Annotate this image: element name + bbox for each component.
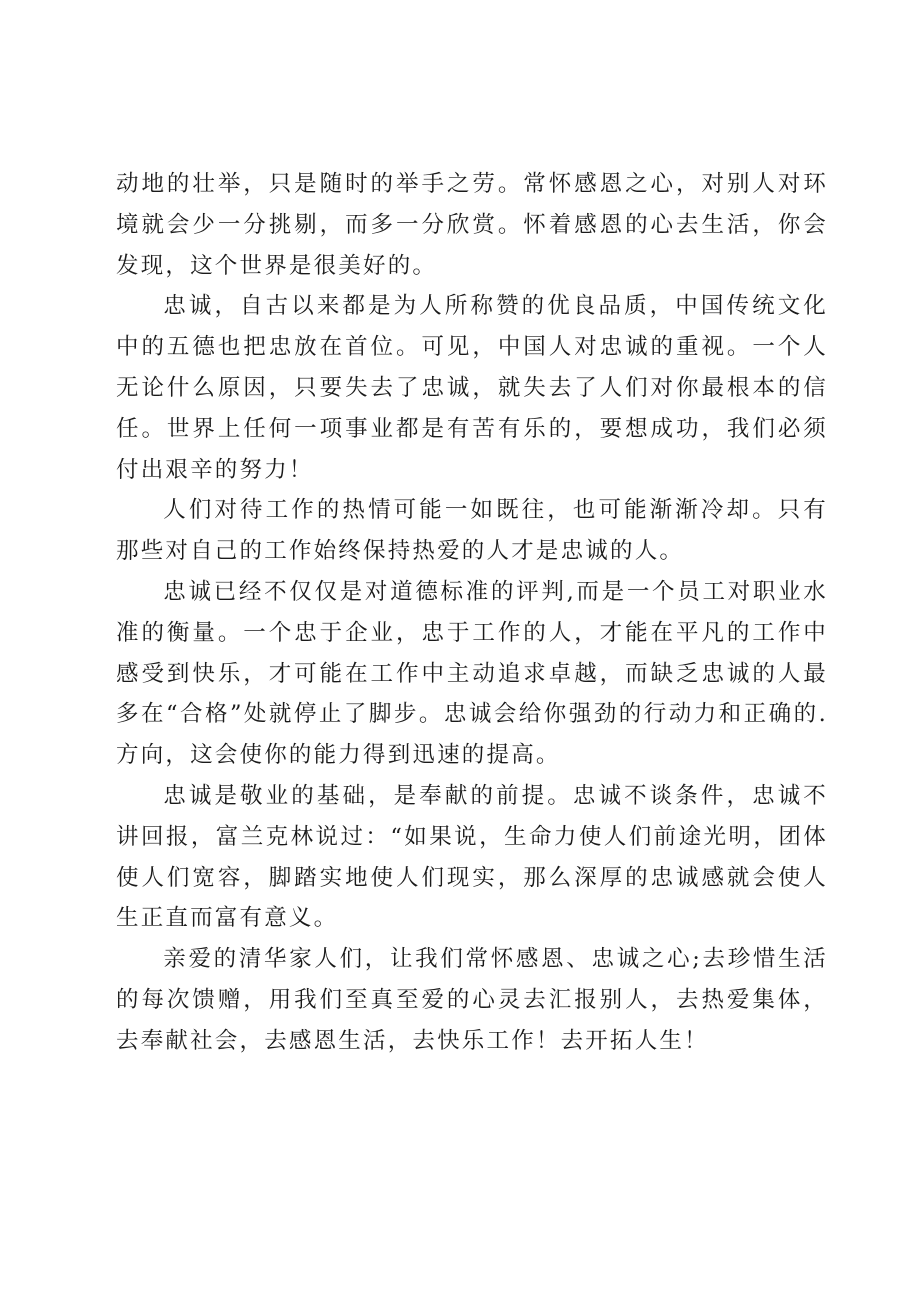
paragraph-professional-standard: 忠诚已经不仅仅是对道德标准的评判,而是一个员工对职业水准的衡量。一个忠于企业，忠于工作的人，才能在平凡的工作中感受到快乐，才可能在工作中主动追求卓越，而缺乏忠诚的人最多在“合格”处就停止了脚步。忠诚会给你强劲的行动力和正确的.方向，这会使你的能力得到迅速的提高。 bbox=[116, 578, 828, 769]
document-body bbox=[116, 164, 828, 1062]
paragraph-dedication: 忠诚是敬业的基础，是奉献的前提。忠诚不谈条件，忠诚不讲回报，富兰克林说过：“如果说，生命力使人们前途光明，团体使人们宽容，脚踏实地使人们现实，那么深厚的忠诚感就会使人生正直而富有意义。 bbox=[116, 782, 828, 932]
paragraph-continued: 动地的壮举，只是随时的举手之劳。常怀感恩之心，对别人对环境就会少一分挑剔，而多一分欣赏。怀着感恩的心去生活，你会发现，这个世界是很美好的。 bbox=[116, 171, 828, 279]
paragraph-closing-appeal: 亲爱的清华家人们，让我们常怀感恩、忠诚之心;去珍惜生活的每次馈赠，用我们至真至爱的心灵去汇报别人，去热爱集体，去奉献社会，去感恩生活，去快乐工作！去开拓人生！ bbox=[116, 946, 828, 1054]
paragraph-loyalty-virtue: 忠诚，自古以来都是为人所称赞的优良品质，中国传统文化中的五德也把忠放在首位。可见，中国人对忠诚的重视。一个人无论什么原因，只要失去了忠诚，就失去了人们对你最根本的信任。世界上任何一项事业都是有苦有乐的，要想成功，我们必须付出艰辛的努力！ bbox=[116, 293, 828, 483]
paragraph-work-passion: 人们对待工作的热情可能一如既往，也可能渐渐冷却。只有那些对自己的工作始终保持热爱的人才是忠诚的人。 bbox=[116, 497, 828, 565]
